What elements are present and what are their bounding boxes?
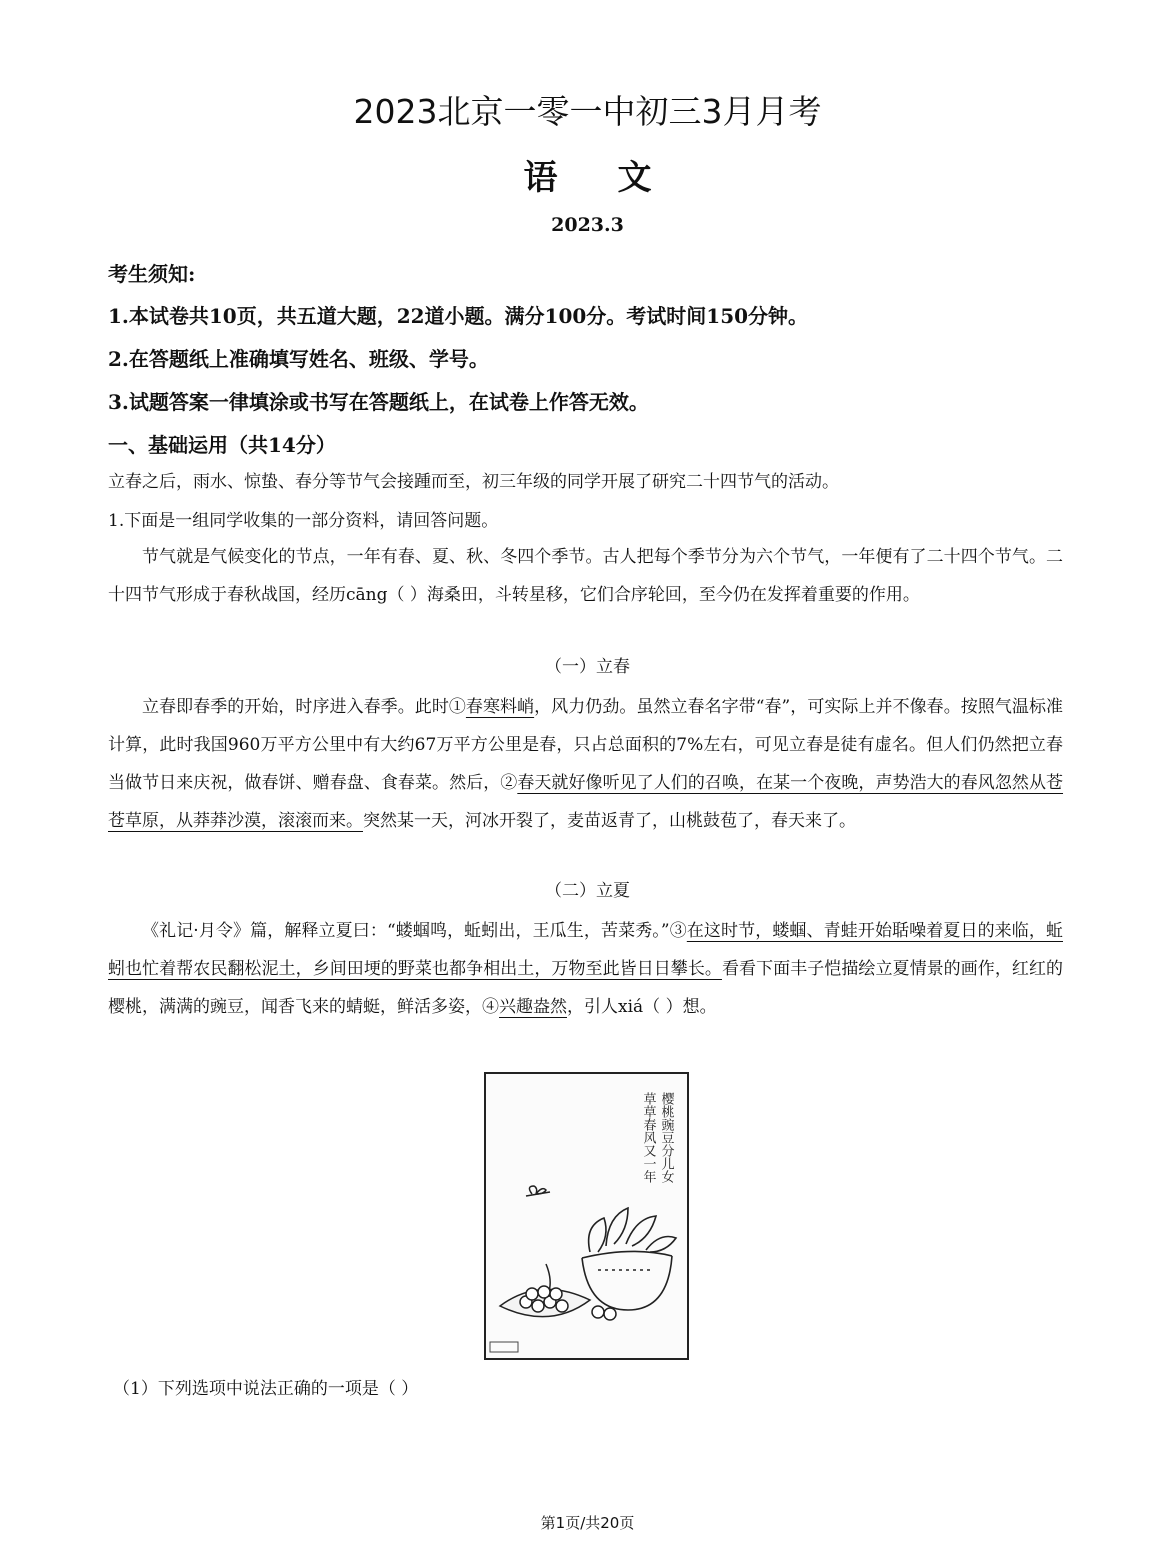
inscription-column-1: 樱桃豌豆分儿女 <box>658 1092 674 1183</box>
part1-intro: 立春之后，雨水、惊蛰、春分等节气会接踵而至，初三年级的同学开展了研究二十四节气的活动。 <box>108 472 839 492</box>
lichun-text-b: ，风力仍劲。虽然立春名字带“春”，可实际上并不像春。按照气温标准计算，此时我国960万平方公里中有大约67万平方公里是春，只占总面积的7%左右，可见立春是徒有虚名。但人们仍然把立春当做节日来庆祝，做春饼、赠春盘、食春菜。然后，② <box>108 697 1064 793</box>
exam-title: 2023北京一零一中初三3月月考 <box>353 92 822 131</box>
exam-date: 2023.3 <box>551 214 624 236</box>
dragonfly-icon <box>526 1186 550 1196</box>
page-footer: 第1页/共20页 <box>540 1514 635 1532</box>
section-heading-lichun: （一）立春 <box>545 657 630 677</box>
subject-title: 语文 <box>523 158 712 198</box>
cherries-icon <box>500 1264 616 1320</box>
question-1-sub-1: （1）下列选项中说法正确的一项是（ ） <box>113 1379 419 1399</box>
lichun-text-a: 立春即春季的开始，时序进入春季。此时① <box>142 697 466 717</box>
notice-item-1: 1.本试卷共10页，共五道大题，22道小题。满分100分。考试时间150分钟。 <box>108 304 809 328</box>
artist-seal <box>490 1342 518 1352</box>
bowl-of-peas-icon <box>582 1208 676 1310</box>
notice-item-2: 2.在答题纸上准确填写姓名、班级、学号。 <box>108 347 489 371</box>
inscription-column-2: 草草春风又一年 <box>640 1092 656 1183</box>
notice-heading: 考生须知: <box>108 262 196 286</box>
underlined-sentence-2: 春天就好像听见了人们的召唤，在某一个夜晚，声势浩大的春风忽然从苍苍草原，从莽莽沙漠，滚滚而来。 <box>108 773 1064 831</box>
question-1-stem: 1.下面是一组同学收集的一部分资料，请回答问题。 <box>108 511 499 531</box>
painting-illustration <box>486 1074 687 1358</box>
lixia-text-b: 看看下面丰子恺描绘立夏情景的画作，红红的樱桃，满满的豌豆，闻香飞来的蜻蜓，鲜活多姿，④ <box>108 959 1064 1017</box>
lixia-text-c: ，引人xiá（ ）想。 <box>567 997 717 1017</box>
passage-lichun <box>108 688 1063 840</box>
passage-intro: 节气就是气候变化的节点，一年有春、夏、秋、冬四个季节。古人把每个季节分为六个节气，一年便有了二十四个节气。二十四节气形成于春秋战国，经历cāng（ ）海桑田，斗转星移，它们合序轮回，至今仍在发挥着重要的作用。 <box>108 547 1063 605</box>
passage-lixia <box>108 912 1063 1026</box>
lixia-text-a: 《礼记·月令》篇，解释立夏曰：“蝼蝈鸣，蚯蚓出，王瓜生，苦菜秀。”③ <box>142 921 687 941</box>
lichun-text-c: 突然某一天，河冰开裂了，麦苗返青了，山桃鼓苞了，春天来了。 <box>363 811 856 831</box>
underlined-phrase-4: 兴趣盎然 <box>499 997 567 1017</box>
notice-item-3: 3.试题答案一律填涂或书写在答题纸上，在试卷上作答无效。 <box>108 390 649 414</box>
part1-heading: 一、基础运用（共14分） <box>108 433 336 457</box>
section-heading-lixia: （二）立夏 <box>545 881 630 901</box>
underlined-sentence-3: 在这时节，蝼蝈、青蛙开始聒噪着夏日的来临，蚯蚓也忙着帮农民翻松泥土，乡间田埂的野菜也都争相出土，万物至此皆日日攀长。 <box>108 921 1063 979</box>
underlined-phrase-1: 春寒料峭 <box>465 697 535 717</box>
feng-zikai-painting <box>484 1072 689 1360</box>
